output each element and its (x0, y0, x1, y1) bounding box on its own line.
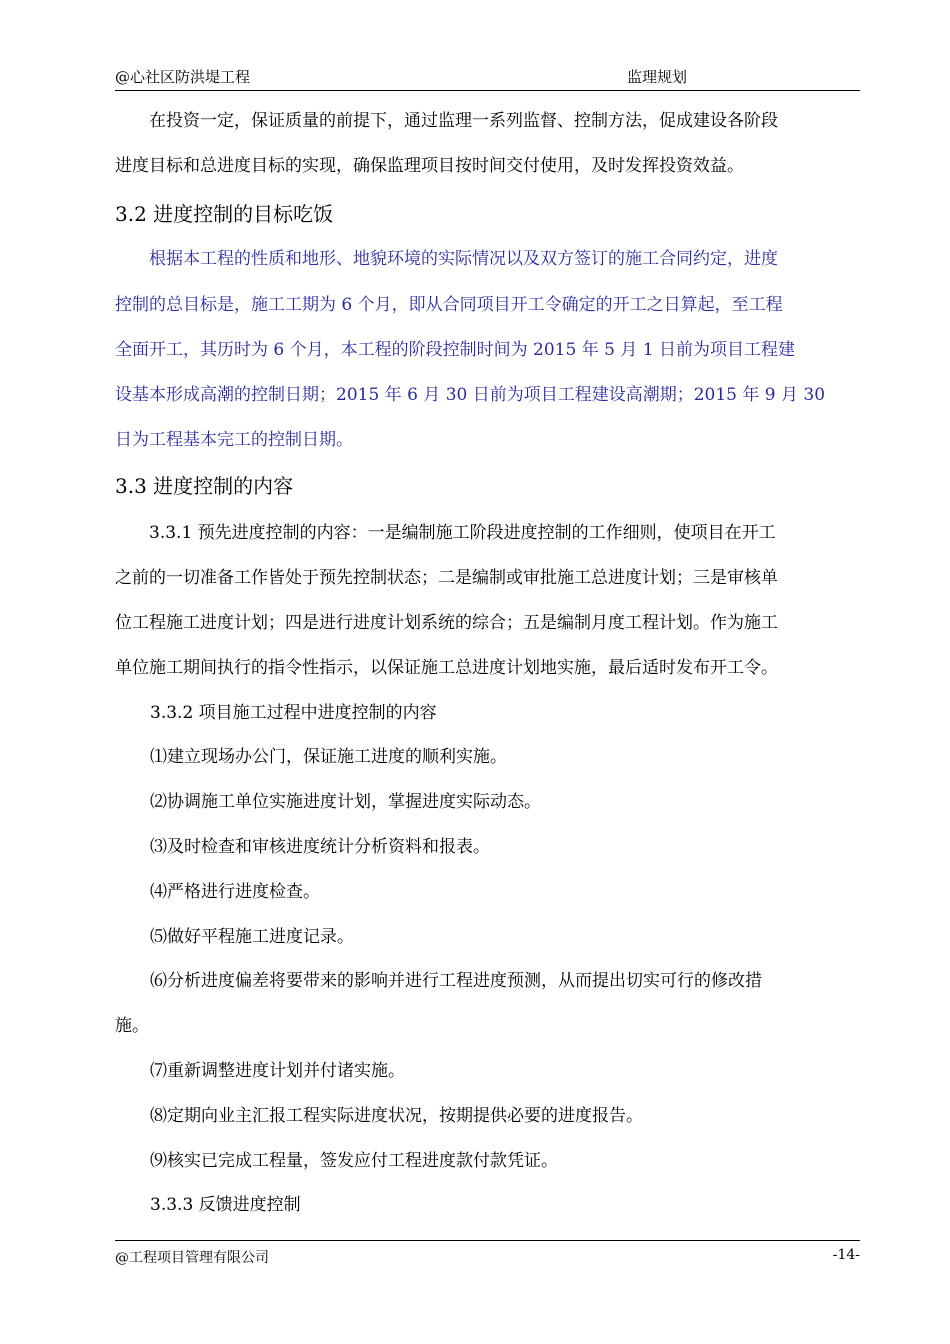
para-3-3-1-line-1: 3.3.1 预先进度控制的内容：一是编制施工阶段进度控制的工作细则，使项目在开工 (115, 523, 776, 543)
list-item: ⑼核实已完成工程量，签发应付工程进度款付款凭证。 (150, 1151, 558, 1171)
intro-line-2: 进度目标和总进度目标的实现，确保监理项目按时间交付使用，及时发挥投资效益。 (115, 156, 744, 176)
list-item: ⑴建立现场办公门，保证施工进度的顺利实施。 (150, 747, 507, 767)
subheading-3-3-3: 3.3.3 反馈进度控制 (150, 1195, 301, 1215)
section-heading-3-2: 3.2 进度控制的目标吃饭 (115, 202, 334, 226)
para-3-3-1-line-4: 单位施工期间执行的指令性指示，以保证施工总进度计划地实施，最后适时发布开工令。 (115, 658, 778, 678)
header-project-name: @心社区防洪堤工程 (115, 68, 251, 86)
para-3-3-1-line-2: 之前的一切准备工作皆处于预先控制状态；二是编制或审批施工总进度计划；三是审核单 (115, 568, 778, 588)
para-3-2-line-2: 控制的总目标是，施工工期为 6 个月，即从合同项目开工令确定的开工之日算起，至工程 (115, 295, 783, 315)
list-item: ⑸做好平程施工进度记录。 (150, 927, 354, 947)
page-footer (115, 1240, 860, 1271)
page-number: -14- (832, 1247, 860, 1263)
list-item: ⑶及时检查和审核进度统计分析资料和报表。 (150, 837, 490, 857)
para-3-2-line-1: 根据本工程的性质和地形、地貌环境的实际情况以及双方签订的施工合同约定，进度 (115, 249, 778, 269)
footer-company-name: @工程项目管理有限公司 (115, 1250, 269, 1266)
intro-line-1: 在投资一定，保证质量的前提下，通过监理一系列监督、控制方法，促成建设各阶段 (115, 111, 778, 131)
para-3-3-1-line-3: 位工程施工进度计划；四是进行进度计划系统的综合；五是编制月度工程计划。作为施工 (115, 613, 778, 633)
list-item: ⑹分析进度偏差将要带来的影响并进行工程进度预测，从而提出切实可行的修改措 (150, 971, 762, 991)
list-item: ⑷严格进行进度检查。 (150, 882, 320, 902)
page-header (115, 62, 860, 91)
list-item: ⑺重新调整进度计划并付诸实施。 (150, 1061, 405, 1081)
list-item-continuation: 施。 (115, 1016, 149, 1036)
para-3-2-line-5: 日为工程基本完工的控制日期。 (115, 430, 353, 450)
header-doc-title: 监理规划 (627, 68, 688, 86)
section-heading-3-3: 3.3 进度控制的内容 (115, 474, 294, 498)
subheading-3-3-2: 3.3.2 项目施工过程中进度控制的内容 (150, 703, 437, 723)
list-item: ⑻定期向业主汇报工程实际进度状况，按期提供必要的进度报告。 (150, 1106, 643, 1126)
list-item: ⑵协调施工单位实施进度计划，掌握进度实际动态。 (150, 792, 541, 812)
para-3-2-line-3: 全面开工，其历时为 6 个月，本工程的阶段控制时间为 2015 年 5 月 1 日前为项目工程建 (115, 340, 795, 360)
para-3-2-line-4: 设基本形成高潮的控制日期；2015 年 6 月 30 日前为项目工程建设高潮期；2015 年 9 月 30 (115, 385, 826, 405)
